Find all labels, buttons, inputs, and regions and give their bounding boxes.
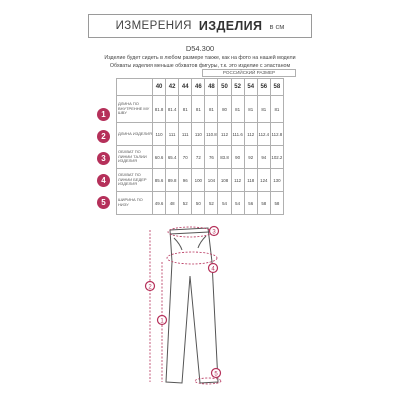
- waistband-line: [170, 232, 209, 234]
- row-number-badge: 2: [97, 130, 110, 143]
- value-cell: 94: [257, 146, 270, 169]
- value-cell: 104: [205, 169, 218, 192]
- value-cell: 124: [257, 169, 270, 192]
- value-cell: 85.6: [153, 169, 166, 192]
- value-cell: 112: [218, 123, 231, 146]
- value-cell: 72: [192, 146, 205, 169]
- value-cell: 102.2: [270, 146, 283, 169]
- value-cell: 76: [205, 146, 218, 169]
- header-measurements: ИЗМЕРЕНИЯ: [115, 20, 192, 32]
- pocket-right: [198, 236, 206, 248]
- value-cell: 54: [231, 192, 244, 215]
- size-cell: 50: [218, 79, 231, 96]
- size-cell: 42: [166, 79, 179, 96]
- value-cell: 56: [244, 192, 257, 215]
- row-number-badge: 3: [97, 152, 110, 165]
- value-cell: 54: [218, 192, 231, 215]
- header-product: ИЗДЕЛИЯ: [198, 19, 263, 33]
- value-cell: 108: [218, 169, 231, 192]
- pocket-left: [174, 238, 182, 250]
- value-cell: 110.8: [205, 123, 218, 146]
- header-box: [88, 14, 312, 38]
- elastane-note: Обхваты изделия меньше обхватов фигуры, т.к. это изделие с эластаном: [109, 63, 291, 69]
- value-cell: 48: [166, 192, 179, 215]
- value-cell: 52: [179, 192, 192, 215]
- size-cell: 48: [205, 79, 218, 96]
- row-number-badge: 1: [97, 108, 110, 121]
- fit-note: Изделие будет сидеть в любом размере также, как на фото на нашей модели: [104, 55, 296, 61]
- value-cell: 110: [192, 123, 205, 146]
- table-row-inseam: [117, 96, 284, 123]
- marker-label: 2: [148, 284, 152, 291]
- value-cell: 70: [179, 146, 192, 169]
- marker-label: 1: [160, 318, 164, 325]
- diagram-markers: [146, 227, 221, 378]
- size-cell: 40: [153, 79, 166, 96]
- value-cell: 112.4: [257, 123, 270, 146]
- value-cell: 80: [218, 96, 231, 123]
- value-cell: 112: [244, 123, 257, 146]
- row-label: ОБХВАТ ПО ЛИНИИ БЕДЕР ИЗДЕЛИЯ: [117, 169, 153, 192]
- value-cell: 81: [231, 96, 244, 123]
- row-number-badge: 4: [97, 174, 110, 187]
- value-cell: 58: [257, 192, 270, 215]
- value-cell: 65.4: [166, 146, 179, 169]
- value-cell: 92: [244, 146, 257, 169]
- value-cell: 81: [192, 96, 205, 123]
- guide-hips: [167, 252, 217, 264]
- guide-hem: [195, 378, 221, 384]
- table-row-hips: [117, 169, 284, 192]
- value-cell: 89.8: [166, 169, 179, 192]
- value-cell: 96: [179, 169, 192, 192]
- row-number-badge: 5: [97, 196, 110, 209]
- value-cell: 50: [192, 192, 205, 215]
- model-code: D54.300: [185, 44, 215, 53]
- size-cell: 54: [244, 79, 257, 96]
- value-cell: 90: [231, 146, 244, 169]
- size-cell: 58: [270, 79, 283, 96]
- pants-silhouette: [166, 228, 218, 383]
- value-cell: 81: [205, 96, 218, 123]
- pants-outline: [166, 228, 218, 383]
- marker-label: 4: [211, 266, 215, 273]
- size-header-row: [117, 79, 284, 96]
- table-row-waist: [117, 146, 284, 169]
- value-cell: 52: [205, 192, 218, 215]
- value-cell: 112.8: [270, 123, 283, 146]
- value-cell: 83.8: [218, 146, 231, 169]
- header-unit: в см: [269, 21, 285, 31]
- value-cell: 111.6: [231, 123, 244, 146]
- pants-diagram: [82, 220, 318, 395]
- size-cell: 46: [192, 79, 205, 96]
- value-cell: 118: [244, 169, 257, 192]
- row-label: ОБХВАТ ПО ЛИНИИ ТАЛИИ ИЗДЕЛИЯ: [117, 146, 153, 169]
- value-cell: 110: [153, 123, 166, 146]
- value-cell: 81: [270, 96, 283, 123]
- value-cell: 58: [270, 192, 283, 215]
- size-caption: РОССИЙСКИЙ РАЗМЕР: [202, 69, 296, 77]
- row-label: ДЛИНА ИЗДЕЛИЯ: [117, 123, 153, 146]
- size-chart-sheet: [82, 0, 318, 400]
- size-table: [116, 78, 284, 215]
- marker-label: 5: [214, 371, 218, 378]
- table-row-hem-width: [117, 192, 284, 215]
- value-cell: 81.8: [153, 96, 166, 123]
- row-label: ШИРИНА ПО НИЗУ: [117, 192, 153, 215]
- size-cell: 56: [257, 79, 270, 96]
- value-cell: 81: [257, 96, 270, 123]
- size-cell: 44: [179, 79, 192, 96]
- value-cell: 111: [179, 123, 192, 146]
- size-cell: 52: [231, 79, 244, 96]
- value-cell: 100: [192, 169, 205, 192]
- value-cell: 81: [244, 96, 257, 123]
- value-cell: 49.6: [153, 192, 166, 215]
- size-header-blank: [117, 79, 153, 96]
- value-cell: 81.4: [166, 96, 179, 123]
- row-label: ДЛИНА ПО ВНУТРЕННЕ МУ ШВУ: [117, 96, 153, 123]
- value-cell: 60.6: [153, 146, 166, 169]
- table-row-length: [117, 123, 284, 146]
- value-cell: 81: [179, 96, 192, 123]
- value-cell: 130: [270, 169, 283, 192]
- value-cell: 111: [166, 123, 179, 146]
- value-cell: 112: [231, 169, 244, 192]
- marker-label: 3: [212, 229, 216, 236]
